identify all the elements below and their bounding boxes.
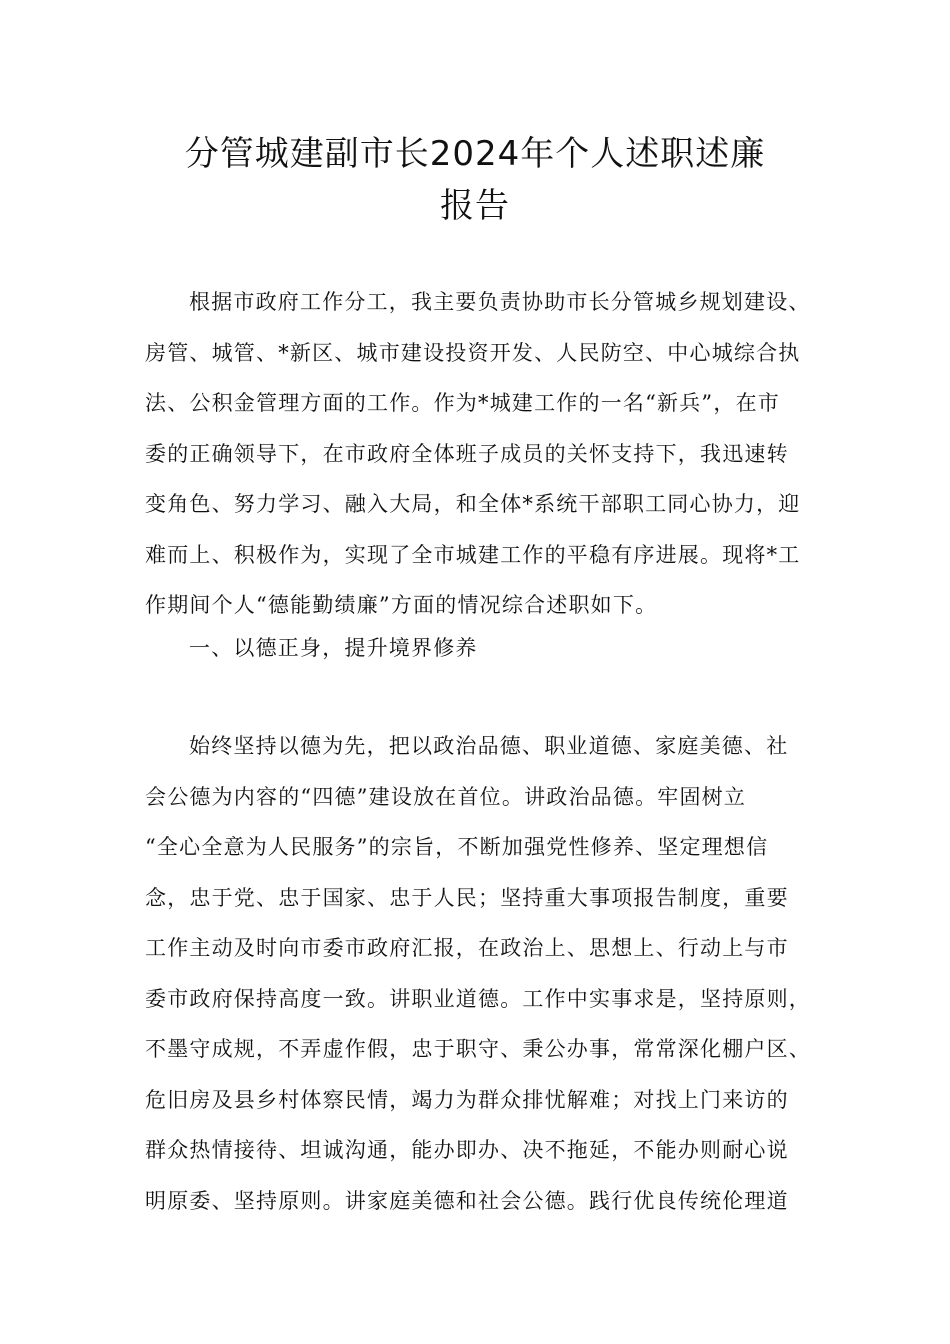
paragraph-line: 明原委、坚持原则。讲家庭美德和社会公德。践行优良传统伦理道 <box>145 1188 789 1213</box>
paragraph-line: 群众热情接待、坦诚沟通，能办即办、决不拖延，不能办则耐心说 <box>145 1138 789 1162</box>
paragraph-line: 念，忠于党、忠于国家、忠于人民；坚持重大事项报告制度，重要 <box>145 885 789 910</box>
paragraph-line: 作期间个人“德能勤绩廉”方面的情况综合述职如下。 <box>145 593 658 617</box>
paragraph-line: 委市政府保持高度一致。讲职业道德。工作中实事求是，坚持原则， <box>145 986 811 1011</box>
paragraph-line: 始终坚持以德为先，把以政治品德、职业道德、家庭美德、社 <box>189 734 789 758</box>
paragraph-line: 法、公积金管理方面的工作。作为*城建工作的一名“新兵”，在市 <box>145 391 780 415</box>
document-title-line-2: 报告 <box>440 186 510 226</box>
paragraph-line: 危旧房及县乡村体察民情，竭力为群众排忧解难；对找上门来访的 <box>145 1087 789 1112</box>
paragraph-line: 工作主动及时向市委市政府汇报，在政治上、思想上、行动上与市 <box>145 936 789 960</box>
paragraph-line: 难而上、积极作为，实现了全市城建工作的平稳有序进展。现将*工 <box>145 542 801 567</box>
document-title-line-1: 分管城建副市长2024年个人述职述廉 <box>184 134 766 174</box>
paragraph-line: 不墨守成规，不弄虚作假，忠于职守、秉公办事，常常深化棚户区、 <box>145 1037 811 1061</box>
paragraph-line: 根据市政府工作分工，我主要负责协助市长分管城乡规划建设、 <box>189 290 811 314</box>
paragraph-line: 委的正确领导下，在市政府全体班子成员的关怀支持下，我迅速转 <box>145 441 789 466</box>
paragraph-line: 会公德为内容的“四德”建设放在首位。讲政治品德。牢固树立 <box>145 784 747 809</box>
section-heading-1 <box>145 623 813 674</box>
paragraph-line: 变角色、努力学习、融入大局，和全体*系统干部职工同心协力，迎 <box>145 492 801 516</box>
paragraph-line: “全心全意为人民服务”的宗旨，不断加强党性修养、坚定理想信 <box>145 835 769 859</box>
paragraph-line: 房管、城管、*新区、城市建设投资开发、人民防空、中心城综合执 <box>145 340 801 365</box>
paragraph-intro <box>145 277 813 631</box>
section-heading-text: 一、以德正身，提升境界修养 <box>189 636 478 660</box>
paragraph-morality <box>145 721 813 1226</box>
